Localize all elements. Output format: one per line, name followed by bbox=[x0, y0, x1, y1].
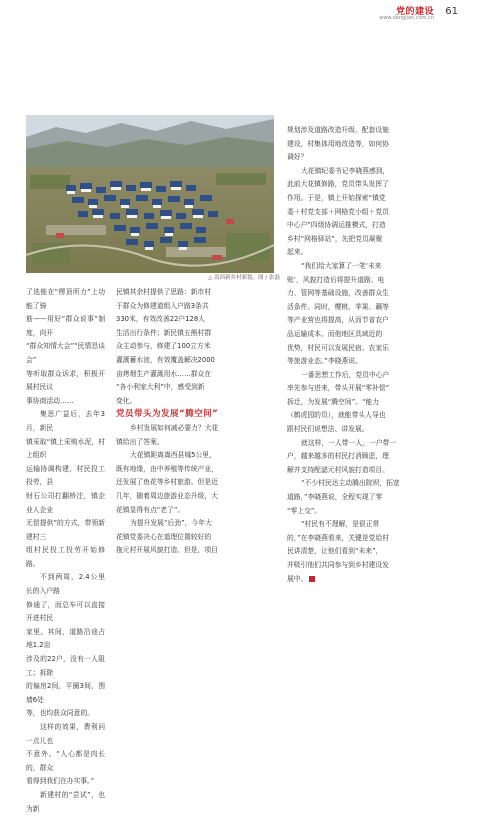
body-line: 筋——用好“群众说事”制度，向开 bbox=[26, 315, 105, 337]
body-line: 起来。 bbox=[287, 248, 308, 257]
body-line: 于群众为修建道组入户路3条共 bbox=[116, 301, 209, 310]
body-line: 镇给出了答案。 bbox=[116, 437, 164, 446]
body-line: 事协商活动…… bbox=[26, 396, 74, 405]
body-line: 调好？ bbox=[287, 153, 308, 162]
village-aerial-photo bbox=[26, 115, 274, 273]
body-line: 亩烤烟生产灌溉用水……群众在 bbox=[116, 369, 212, 378]
body-line: 一番思想工作后，党员中心户 bbox=[301, 370, 390, 379]
body-line: 的，”在李晓燕看来，关键是党给村 bbox=[287, 533, 390, 542]
body-line: 家里。其间，道路沿途占地1.2亩 bbox=[26, 627, 105, 650]
body-line-last bbox=[287, 573, 436, 587]
body-line: 规划涉及道路改造升级、配套设施 bbox=[287, 126, 389, 134]
body-line: 乡村“网格驿站”，先把党员凝聚 bbox=[287, 234, 383, 243]
section-heading: 党员带头为发展“腾空间” bbox=[116, 409, 219, 420]
body-line: 率先参与进来，带头开展“零补偿” bbox=[287, 384, 390, 393]
body-line: 跟村民们说想法、讲发展。 bbox=[287, 425, 369, 434]
body-line: 无偿提供”的方式，带领新建村三 bbox=[26, 519, 105, 541]
body-line: 不到两周，2.4公里长的入户路 bbox=[26, 573, 105, 596]
body-line: 大花镇纪委书记李晓燕感到， bbox=[301, 166, 390, 175]
body-line: 道路，”李晓燕说，全程实现了零 bbox=[287, 493, 383, 502]
body-line: 不意外。“人心都是肉长的，群众 bbox=[26, 750, 105, 772]
body-line: 优势，村民可以发展民宿、农家乐 bbox=[287, 343, 389, 352]
body-line: 的偏房2间，平圈3间，围墙6处 bbox=[26, 682, 105, 704]
body-line: 花镇显得有点“老了”。 bbox=[116, 505, 185, 514]
body-line: 变化。 bbox=[116, 396, 137, 405]
body-line: （鹤虎园的员），就能带头人导也 bbox=[287, 411, 386, 420]
body-line: 生活出行条件；新民镇五熊村群 bbox=[116, 328, 212, 337]
body-line: 力、管网等基础设施，改善群众生 bbox=[287, 289, 389, 298]
body-line: 就这样，一人带一人，一户带一 bbox=[301, 438, 397, 447]
body-line-text: 展中。 bbox=[287, 574, 308, 583]
body-line: 涉及的22户，没有一人阻工；拆除 bbox=[26, 655, 105, 677]
end-mark-icon bbox=[309, 576, 315, 582]
body-line: 中心户”四级协调运推模式，打造 bbox=[287, 221, 386, 230]
body-line: 还发展了鱼花等乡村旅游。但是近 bbox=[116, 478, 218, 487]
body-line: 解并支持配滤元村风貌打造项目。 bbox=[287, 465, 389, 474]
body-line: 民镇其余村提供了思路：新市村 bbox=[116, 288, 212, 296]
village-photo-image bbox=[26, 115, 274, 273]
body-line: 众主动参与，修建了100立方米 bbox=[116, 342, 211, 351]
article-column-2 bbox=[116, 286, 273, 558]
body-line: “村民有不理解，是很正常 bbox=[301, 520, 380, 529]
body-line: 新建村的“尝试”，也为新 bbox=[26, 790, 105, 813]
body-line: 为提升发展“后劲”，今年大 bbox=[130, 519, 212, 528]
body-line: 拆迁，为发展“腾空间”。“能力 bbox=[287, 397, 380, 406]
body-line: 花镇党委决心在道理位置较好的 bbox=[116, 532, 212, 541]
body-line: 既有地缘，由中养殖等传统产业， bbox=[116, 464, 218, 473]
body-line: 这样的效果，费利问一点儿也 bbox=[26, 723, 105, 745]
body-line: 财石公司打翻桥注，镇企业人企业 bbox=[26, 491, 105, 514]
magazine-logo: 党的建设 bbox=[395, 7, 434, 17]
body-line: 拖元村开展风貌打造。但是，项目 bbox=[116, 546, 218, 555]
body-line: “零上交”。 bbox=[287, 506, 322, 515]
body-line: 活条件。同时，樱桃、苹果、藕等 bbox=[287, 302, 389, 311]
body-line: “群众知情大会”“民情恳谈会” bbox=[26, 342, 105, 364]
body-line: 并吸引他们共同参与到乡村建设发 bbox=[287, 561, 389, 569]
body-line: 集思广益后，去年3月，新民 bbox=[26, 410, 105, 432]
body-line: 此前大花镇修路，党员带头发挥了 bbox=[287, 180, 389, 189]
body-line: 了选能在“楞顶所力”上功能了骑 bbox=[26, 288, 105, 310]
page-number: 61 bbox=[445, 6, 458, 17]
body-line: 大花镇距离嵩西县城5公里， bbox=[130, 451, 216, 460]
body-line: 等，也均获众同意的。 bbox=[26, 709, 94, 718]
body-line: 建设，村集体用地改造等，如何协 bbox=[287, 139, 389, 148]
body-line: 账’，风貌打造后将提升道路、电 bbox=[287, 275, 385, 284]
body-line: 组村民投工投劳开始修路。 bbox=[26, 546, 105, 568]
body-line: 乡村发展如何减必要力？大花 bbox=[130, 423, 219, 432]
article-column-3 bbox=[287, 124, 436, 586]
magazine-url: www.dangjian.com.cn bbox=[379, 15, 434, 21]
body-line: 品运输成本。而他地区具域近的 bbox=[287, 329, 383, 338]
body-line: 修通了，而总车可以直接开进村民 bbox=[26, 600, 105, 623]
body-line: “我们给大家算了一笔‘未来 bbox=[301, 261, 382, 270]
body-line: 几年，随着周边旅游业态升级，大 bbox=[116, 491, 218, 500]
body-line: 委＋村党支部＋网格党小组＋党员 bbox=[287, 207, 389, 216]
body-line: “不少村民达主动腾出院坝，拓宽 bbox=[301, 479, 400, 488]
photo-caption: △ 嵩西新乡村新貌。图 / 张磊 bbox=[208, 275, 280, 281]
article-column-1 bbox=[26, 286, 105, 816]
body-line: 等旅游业态。”李晓燕说。 bbox=[287, 357, 362, 366]
body-line: 灌溉蓄水池，有效覆盖解决2000 bbox=[116, 355, 215, 364]
body-line: 等听取群众诉求，积极开展村民议 bbox=[26, 369, 105, 392]
body-line: 民讲清楚，让他们看到“未来”， bbox=[287, 547, 383, 556]
body-line: 330米，有效改善22户128人 bbox=[116, 315, 205, 324]
body-line: 户，越来越多的村民打消顾虑，理 bbox=[287, 452, 389, 461]
body-line: 运输协调构建，村民投工投劳，县 bbox=[26, 464, 105, 487]
body-line: 镇采取“镇上采购水泥，村上组织 bbox=[26, 437, 105, 460]
body-line: “各小利家大利”中，感受到新 bbox=[116, 383, 205, 392]
page-header bbox=[0, 0, 484, 24]
body-line: 等产业营也将提高，从而节省农户 bbox=[287, 316, 389, 325]
body-line: 看得到我们在办实事。” bbox=[26, 777, 95, 786]
body-line: 作用。于是，镇上开始探索“镇党 bbox=[287, 193, 386, 202]
